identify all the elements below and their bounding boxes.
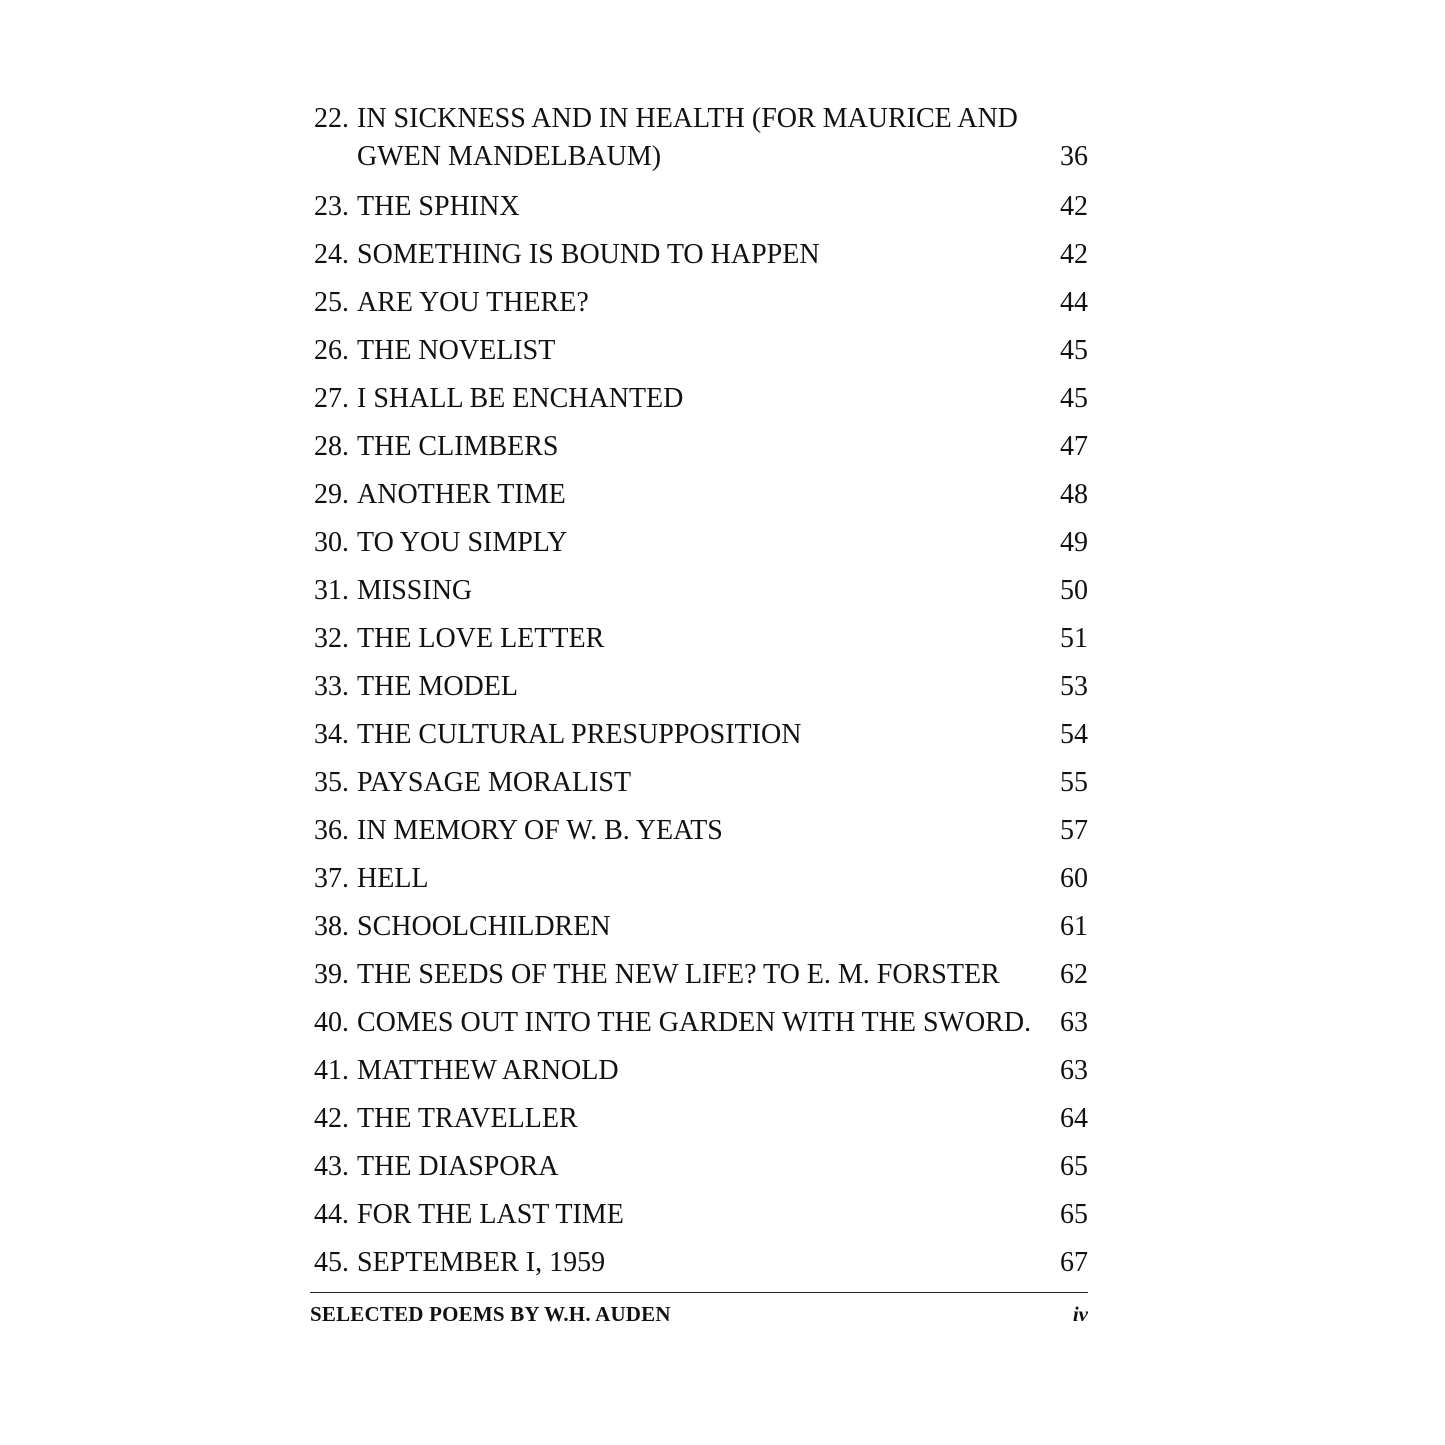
- toc-entry-number: 41.: [314, 1055, 349, 1086]
- toc-entry: [314, 333, 1088, 368]
- toc-entry-number: 37.: [314, 863, 349, 894]
- toc-entry-number: 24.: [314, 239, 349, 270]
- toc-entry-title: THE LOVE LETTER: [357, 623, 605, 654]
- toc-entry-title: MISSING: [357, 575, 473, 606]
- toc-entry-number: 43.: [314, 1151, 349, 1182]
- toc-entry: [314, 429, 1088, 464]
- toc-entry-page: 65: [1060, 1199, 1088, 1230]
- toc-entry-title: THE DIASPORA: [357, 1151, 559, 1182]
- toc-entry: [314, 381, 1088, 416]
- toc-entry-page: 60: [1060, 863, 1088, 894]
- toc-entry: [314, 285, 1088, 320]
- toc-entry-page: 62: [1060, 959, 1088, 990]
- toc-entry-title: THE NOVELIST: [357, 335, 556, 366]
- toc-entry-page: 49: [1060, 527, 1088, 558]
- toc-entry-page: 63: [1060, 1055, 1088, 1086]
- toc-entry-number: 40.: [314, 1007, 349, 1038]
- toc-entry: [314, 1245, 1088, 1280]
- toc-entry-number: 28.: [314, 431, 349, 462]
- toc-entry-page: 53: [1060, 671, 1088, 702]
- toc-entry: [314, 1005, 1088, 1040]
- toc-entry-title: SCHOOLCHILDREN: [357, 911, 611, 942]
- toc-entry-number: 32.: [314, 623, 349, 654]
- toc-entry-number: 35.: [314, 767, 349, 798]
- toc-entry-title: ANOTHER TIME: [357, 479, 566, 510]
- toc-entry-number: 25.: [314, 287, 349, 318]
- toc-entry-title: IN SICKNESS AND IN HEALTH (FOR MAURICE AND GWEN MANDELBAUM): [357, 103, 1018, 172]
- toc-entry-title: THE CULTURAL PRESUPPOSITION: [357, 719, 802, 750]
- toc-entry: [314, 813, 1088, 848]
- footer-page-number: iv: [1072, 1302, 1088, 1326]
- toc-entry: [314, 909, 1088, 944]
- toc-entry-title: THE SPHINX: [357, 191, 520, 222]
- toc-entry-title: TO YOU SIMPLY: [357, 527, 568, 558]
- toc-entry-page: 42: [1060, 239, 1088, 270]
- toc-entry-page: 48: [1060, 479, 1088, 510]
- toc-entry: [314, 1053, 1088, 1088]
- toc-entry: [314, 621, 1088, 656]
- toc-entry-page: 50: [1060, 575, 1088, 606]
- toc-entry-number: 30.: [314, 527, 349, 558]
- toc-entry-number: 39.: [314, 959, 349, 990]
- toc-entry-title: I SHALL BE ENCHANTED: [357, 383, 684, 414]
- toc-entry-page: 45: [1060, 383, 1088, 414]
- toc-entry: [314, 525, 1088, 560]
- toc-entry: [314, 957, 1088, 992]
- toc-entry-title: THE TRAVELLER: [357, 1103, 578, 1134]
- toc-entry: [314, 477, 1088, 512]
- footer-divider: [310, 1292, 1088, 1293]
- toc-entry-page: 65: [1060, 1151, 1088, 1182]
- toc-entry-number: 22.: [314, 103, 349, 134]
- toc-entry-number: 38.: [314, 911, 349, 942]
- page-footer: [310, 1300, 1088, 1328]
- toc-entry-page: 67: [1060, 1247, 1088, 1278]
- toc-entry: [314, 1149, 1088, 1184]
- toc-entry: [314, 189, 1088, 224]
- toc-entry-title: MATTHEW ARNOLD: [357, 1055, 619, 1086]
- toc-entry-number: 27.: [314, 383, 349, 414]
- toc-entry-number: 26.: [314, 335, 349, 366]
- toc-entry-number: 45.: [314, 1247, 349, 1278]
- toc-entry-title: FOR THE LAST TIME: [357, 1199, 624, 1230]
- toc-entry-page: 57: [1060, 815, 1088, 846]
- toc-entry-page: 36: [1060, 141, 1088, 172]
- toc-entry: [314, 669, 1088, 704]
- toc-entry-title: THE MODEL: [357, 671, 518, 702]
- toc-entry-page: 47: [1060, 431, 1088, 462]
- toc-entry: [314, 1197, 1088, 1232]
- toc-entry-title: COMES OUT INTO THE GARDEN WITH THE SWORD.: [357, 1007, 1032, 1038]
- toc-entry-title: PAYSAGE MORALIST: [357, 767, 632, 798]
- toc-entry-page: 51: [1060, 623, 1088, 654]
- toc-entry-page: 63: [1060, 1007, 1088, 1038]
- footer-book-title: SELECTED POEMS BY W.H. AUDEN: [310, 1302, 671, 1326]
- toc-entry-page: 61: [1060, 911, 1088, 942]
- toc-entry-title: HELL: [357, 863, 429, 894]
- toc-entry: [314, 237, 1088, 272]
- toc-entry: [314, 765, 1088, 800]
- toc-entry-number: 44.: [314, 1199, 349, 1230]
- toc-entry: [314, 573, 1088, 608]
- toc-entry-number: 29.: [314, 479, 349, 510]
- toc-entry-number: 42.: [314, 1103, 349, 1134]
- toc-entry-title: THE SEEDS OF THE NEW LIFE? TO E. M. FORSTER: [357, 959, 1000, 990]
- toc-entry-title: THE CLIMBERS: [357, 431, 559, 462]
- toc-entry-page: 54: [1060, 719, 1088, 750]
- toc-entry-page: 44: [1060, 287, 1088, 318]
- table-of-contents: [314, 100, 1088, 1293]
- toc-entry: [314, 861, 1088, 896]
- toc-entry-title: SOMETHING IS BOUND TO HAPPEN: [357, 239, 820, 270]
- toc-entry: [314, 717, 1088, 752]
- toc-entry-title: SEPTEMBER I, 1959: [357, 1247, 606, 1278]
- toc-entry: [314, 1101, 1088, 1136]
- toc-entry-title: ARE YOU THERE?: [357, 287, 589, 318]
- toc-entry-number: 34.: [314, 719, 349, 750]
- toc-entry-number: 36.: [314, 815, 349, 846]
- toc-entry-page: 42: [1060, 191, 1088, 222]
- toc-entry-page: 64: [1060, 1103, 1088, 1134]
- toc-entry-page: 45: [1060, 335, 1088, 366]
- toc-entry-number: 33.: [314, 671, 349, 702]
- toc-entry-number: 31.: [314, 575, 349, 606]
- toc-entry: [314, 100, 1088, 176]
- toc-entry-title: IN MEMORY OF W. B. YEATS: [357, 815, 723, 846]
- toc-entry-page: 55: [1060, 767, 1088, 798]
- toc-entry-number: 23.: [314, 191, 349, 222]
